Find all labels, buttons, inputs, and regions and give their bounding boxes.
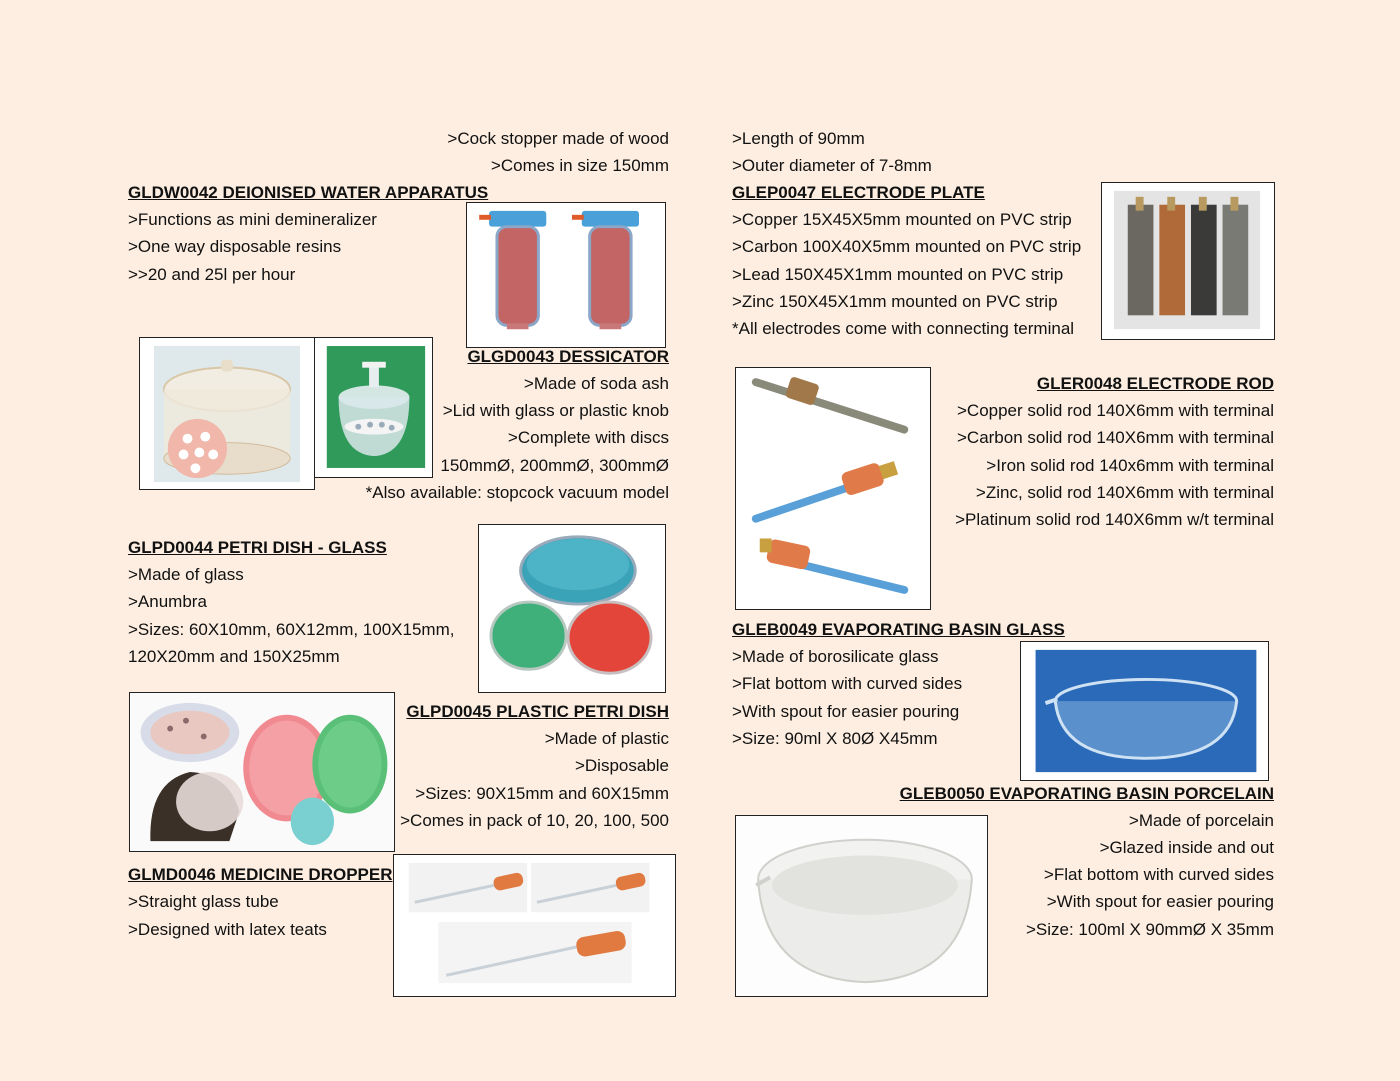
product-feature: 120X20mm and 150X25mm — [128, 647, 340, 666]
product-feature: >Made of borosilicate glass — [732, 647, 939, 666]
product-feature: >Designed with latex teats — [128, 920, 327, 939]
product-feature: 150mmØ, 200mmØ, 300mmØ — [440, 456, 669, 475]
product-feature: >With spout for easier pouring — [1046, 892, 1274, 911]
continued-line: >Length of 90mm — [732, 129, 865, 148]
electrode-plate-image — [1101, 182, 1275, 340]
product-feature: >Made of soda ash — [523, 374, 669, 393]
product-feature: >Flat bottom with curved sides — [732, 674, 963, 693]
product-note: *All electrodes come with connecting terminal — [732, 319, 1075, 338]
product-feature: >Made of glass — [128, 565, 244, 584]
product-title-gler0048: GLER0048 ELECTRODE ROD — [1036, 374, 1274, 393]
product-feature: >Made of plastic — [544, 729, 669, 748]
product-note: *Also available: stopcock vacuum model — [365, 483, 669, 502]
product-feature: >Straight glass tube — [128, 892, 279, 911]
product-feature: >Iron solid rod 140x6mm with terminal — [986, 456, 1274, 475]
product-feature: >Sizes: 90X15mm and 60X15mm — [415, 784, 669, 803]
product-feature: >With spout for easier pouring — [732, 702, 960, 721]
product-feature: >Copper solid rod 140X6mm with terminal — [956, 401, 1274, 420]
evaporating-basin-glass-image — [1020, 641, 1269, 781]
product-feature: >Functions as mini demineralizer — [128, 210, 377, 229]
product-feature: >Anumbra — [128, 592, 207, 611]
product-feature: >>20 and 25l per hour — [128, 265, 296, 284]
dessicator-image-1 — [139, 337, 315, 490]
medicine-dropper-image — [393, 854, 676, 997]
evaporating-basin-porcelain-image — [735, 815, 988, 997]
product-feature: >Lead 150X45X1mm mounted on PVC strip — [732, 265, 1064, 284]
continued-line: >Cock stopper made of wood — [447, 129, 669, 148]
deionised-water-apparatus-image — [466, 202, 666, 348]
product-title-glep0047: GLEP0047 ELECTRODE PLATE — [732, 183, 985, 202]
product-feature: >Complete with discs — [507, 428, 669, 447]
electrode-rod-image — [735, 367, 931, 610]
product-feature: >Sizes: 60X10mm, 60X12mm, 100X15mm, — [128, 620, 455, 639]
product-feature: >Platinum solid rod 140X6mm w/t terminal — [955, 510, 1274, 529]
plastic-petri-dish-image — [129, 692, 395, 852]
product-feature: >Flat bottom with curved sides — [1043, 865, 1274, 884]
product-title-glpd0045: GLPD0045 PLASTIC PETRI DISH — [406, 702, 669, 721]
product-title-glgd0043: GLGD0043 DESSICATOR — [467, 347, 669, 366]
continued-line: >Comes in size 150mm — [490, 156, 669, 175]
product-feature: >Zinc, solid rod 140X6mm with terminal — [975, 483, 1274, 502]
product-feature: >Glazed inside and out — [1099, 838, 1274, 857]
product-feature: >Disposable — [574, 756, 669, 775]
product-feature: >Copper 15X45X5mm mounted on PVC strip — [732, 210, 1072, 229]
product-title-gleb0050: GLEB0050 EVAPORATING BASIN PORCELAIN — [899, 784, 1274, 803]
product-feature: >Size: 100ml X 90mmØ X 35mm — [1025, 920, 1274, 939]
product-title-gleb0049: GLEB0049 EVAPORATING BASIN GLASS — [732, 620, 1065, 639]
product-title-gldw0042: GLDW0042 DEIONISED WATER APPARATUS — [128, 183, 489, 202]
product-feature: >One way disposable resins — [128, 237, 342, 256]
product-title-glpd0044: GLPD0044 PETRI DISH - GLASS — [128, 538, 387, 557]
product-feature: >Size: 90ml X 80Ø X45mm — [732, 729, 938, 748]
product-feature: >Comes in pack of 10, 20, 100, 500 — [400, 811, 669, 830]
product-feature: >Carbon 100X40X5mm mounted on PVC strip — [732, 237, 1082, 256]
product-feature: >Made of porcelain — [1128, 811, 1274, 830]
petri-dish-glass-image — [478, 524, 666, 693]
product-feature: >Carbon solid rod 140X6mm with terminal — [956, 428, 1274, 447]
dessicator-image-2 — [314, 337, 433, 478]
product-feature: >Zinc 150X45X1mm mounted on PVC strip — [732, 292, 1058, 311]
product-title-glmd0046: GLMD0046 MEDICINE DROPPER — [128, 865, 393, 884]
product-feature: >Lid with glass or plastic knob — [442, 401, 669, 420]
continued-line: >Outer diameter of 7-8mm — [732, 156, 932, 175]
